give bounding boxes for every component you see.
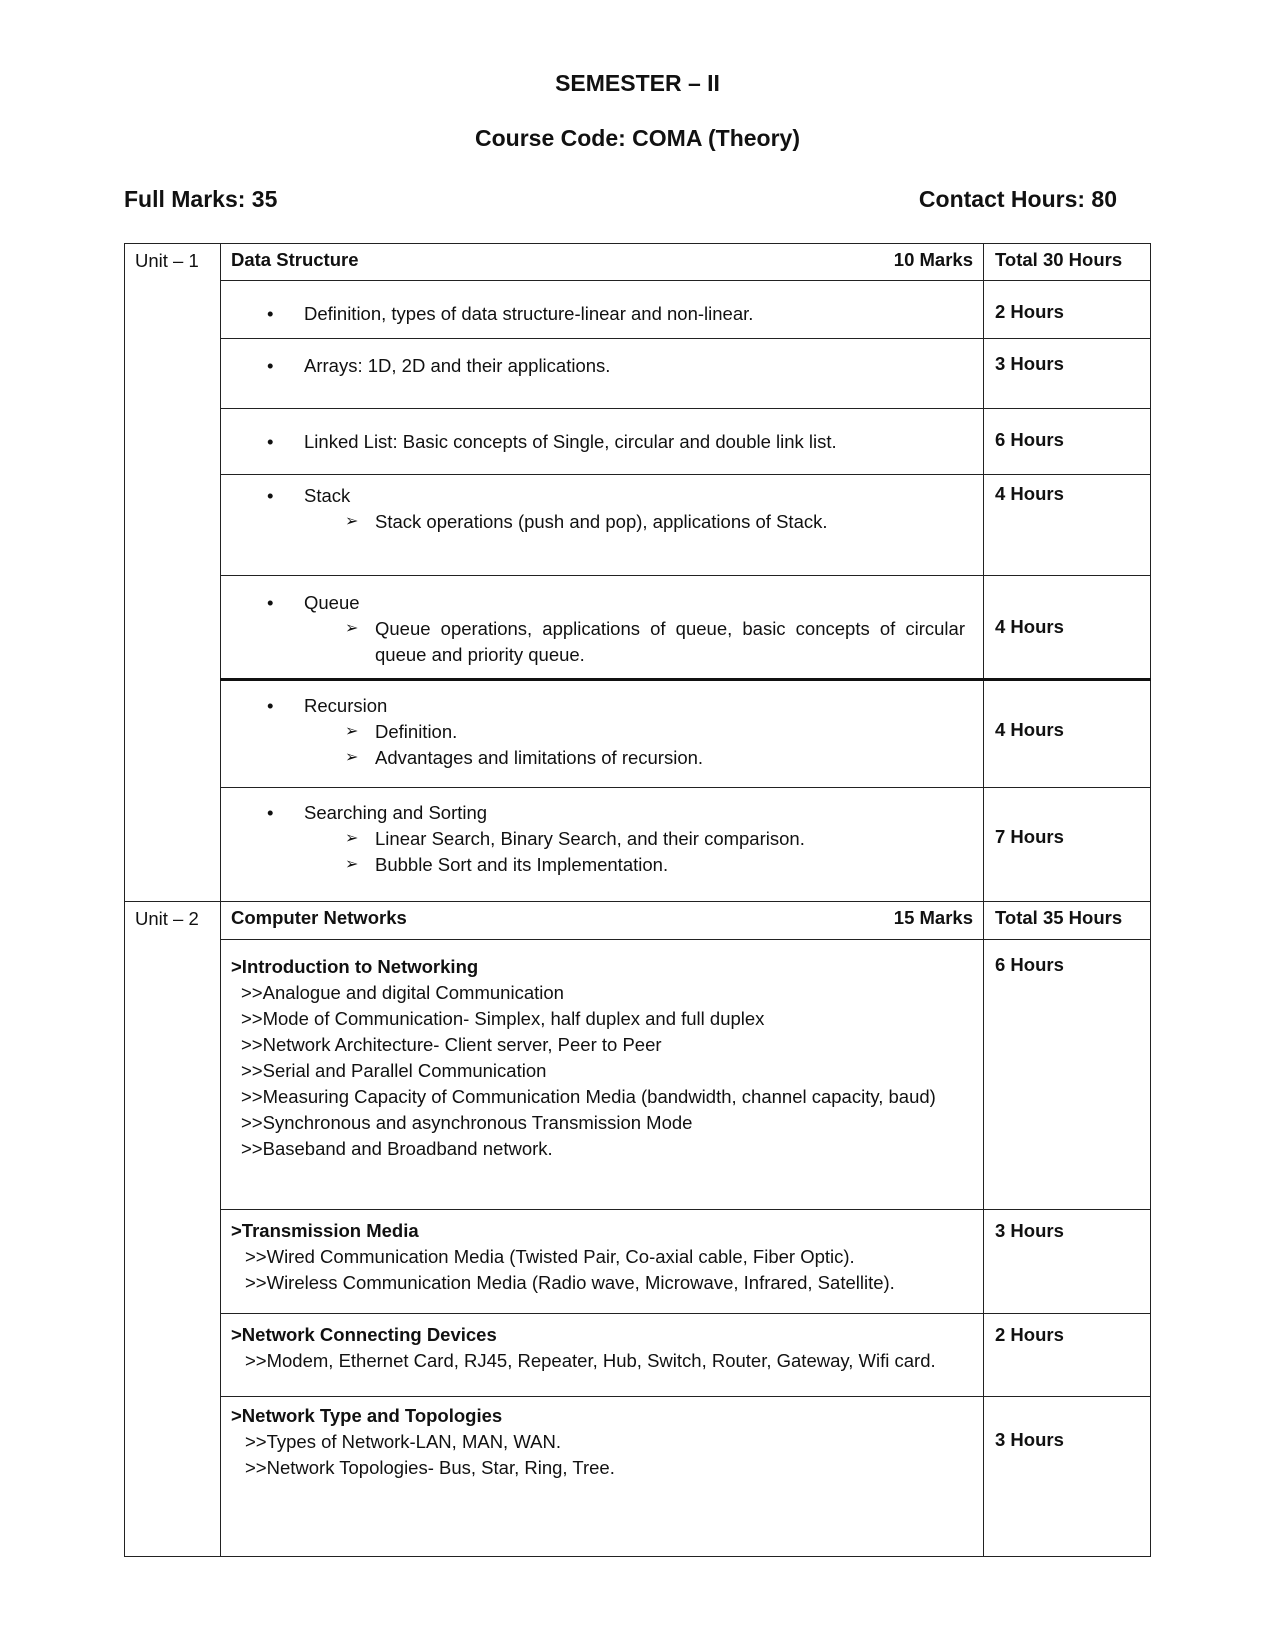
sub-item: ➢ Definition. xyxy=(231,719,973,745)
course-code: Course Code: COMA (Theory) xyxy=(475,125,800,151)
unit1-name: Data Structure xyxy=(231,249,359,270)
section-heading: >Transmission Media xyxy=(231,1220,419,1241)
contact-hours: Contact Hours: 80 xyxy=(918,186,1117,212)
table-row xyxy=(125,680,1151,788)
sub-item: ➢ Bubble Sort and its Implementation. xyxy=(231,852,973,878)
list-item: >>Network Topologies- Bus, Star, Ring, Tree. xyxy=(245,1457,615,1478)
list-item: >>Types of Network-LAN, MAN, WAN. xyxy=(245,1431,561,1452)
unit2-marks: 15 Marks xyxy=(893,907,973,928)
table-row xyxy=(125,281,1151,339)
table-row xyxy=(125,1210,1151,1314)
list-item: >>Synchronous and asynchronous Transmission Mode xyxy=(241,1112,693,1133)
hours-value: 3 Hours xyxy=(984,1397,1151,1557)
sub-item: ➢ Stack operations (push and pop), applications of Stack. xyxy=(231,509,973,535)
unit2-name: Computer Networks xyxy=(231,907,407,928)
table-row xyxy=(125,475,1151,576)
list-item: • Arrays: 1D, 2D and their applications. xyxy=(231,353,973,379)
hours-value: 3 Hours xyxy=(984,1210,1151,1314)
hours-value: 7 Hours xyxy=(984,788,1151,902)
list-item: >>Network Architecture- Client server, Peer to Peer xyxy=(241,1034,662,1055)
list-item: • Definition, types of data structure-linear and non-linear. xyxy=(231,301,973,327)
hours-value: 2 Hours xyxy=(984,1314,1151,1397)
sub-item: ➢ Linear Search, Binary Search, and their comparison. xyxy=(231,826,973,852)
list-item: >>Measuring Capacity of Communication Media (bandwidth, channel capacity, baud) xyxy=(241,1086,936,1107)
sub-item: ➢ Advantages and limitations of recursion. xyxy=(231,745,973,771)
list-item: • Searching and Sorting xyxy=(231,800,973,826)
hours-value: 6 Hours xyxy=(984,409,1151,475)
list-item: >>Baseband and Broadband network. xyxy=(241,1138,553,1159)
list-item: >>Analogue and digital Communication xyxy=(241,982,564,1003)
unit1-label: Unit – 1 xyxy=(125,244,221,281)
list-item: • Queue xyxy=(231,590,973,616)
sub-item: ➢ Queue operations, applications of queue, basic concepts of circular queue and priority queue. xyxy=(231,616,973,668)
list-item: • Linked List: Basic concepts of Single, circular and double link list. xyxy=(231,429,973,455)
section-heading: >Network Connecting Devices xyxy=(231,1324,497,1345)
unit2-title-cell xyxy=(221,902,984,940)
unit2-total-hours: Total 35 Hours xyxy=(984,902,1151,940)
unit1-marks: 10 Marks xyxy=(893,249,973,270)
list-item: • Recursion xyxy=(231,693,973,719)
unit1-header-row xyxy=(125,244,1151,281)
section-heading: >Network Type and Topologies xyxy=(231,1405,503,1426)
unit1-total-hours: Total 30 Hours xyxy=(984,244,1151,281)
table-row xyxy=(125,409,1151,475)
list-item: >>Wireless Communication Media (Radio wave, Microwave, Infrared, Satellite). xyxy=(245,1272,895,1293)
hours-value: 6 Hours xyxy=(984,940,1151,1210)
full-marks: Full Marks: 35 xyxy=(124,186,278,212)
syllabus-table xyxy=(124,243,1151,1557)
list-item: >>Mode of Communication- Simplex, half duplex and full duplex xyxy=(241,1008,765,1029)
table-row xyxy=(125,1397,1151,1557)
section-heading: >Introduction to Networking xyxy=(231,956,479,977)
page-title: SEMESTER – II xyxy=(555,70,720,96)
table-row xyxy=(125,1314,1151,1397)
list-item: • Stack xyxy=(231,483,973,509)
hours-value: 4 Hours xyxy=(984,576,1151,680)
list-item: >>Modem, Ethernet Card, RJ45, Repeater, Hub, Switch, Router, Gateway, Wifi card. xyxy=(245,1350,936,1371)
hours-value: 4 Hours xyxy=(984,680,1151,788)
hours-value: 3 Hours xyxy=(984,339,1151,409)
table-row xyxy=(125,940,1151,1210)
list-item: >>Wired Communication Media (Twisted Pair, Co-axial cable, Fiber Optic). xyxy=(245,1246,855,1267)
list-item: >>Serial and Parallel Communication xyxy=(241,1060,547,1081)
table-row xyxy=(125,788,1151,902)
table-row xyxy=(125,339,1151,409)
hours-value: 2 Hours xyxy=(984,281,1151,339)
table-row xyxy=(125,576,1151,680)
hours-value: 4 Hours xyxy=(984,475,1151,576)
unit1-title-cell xyxy=(221,244,984,281)
unit2-header-row xyxy=(125,902,1151,940)
unit2-label: Unit – 2 xyxy=(125,902,221,940)
